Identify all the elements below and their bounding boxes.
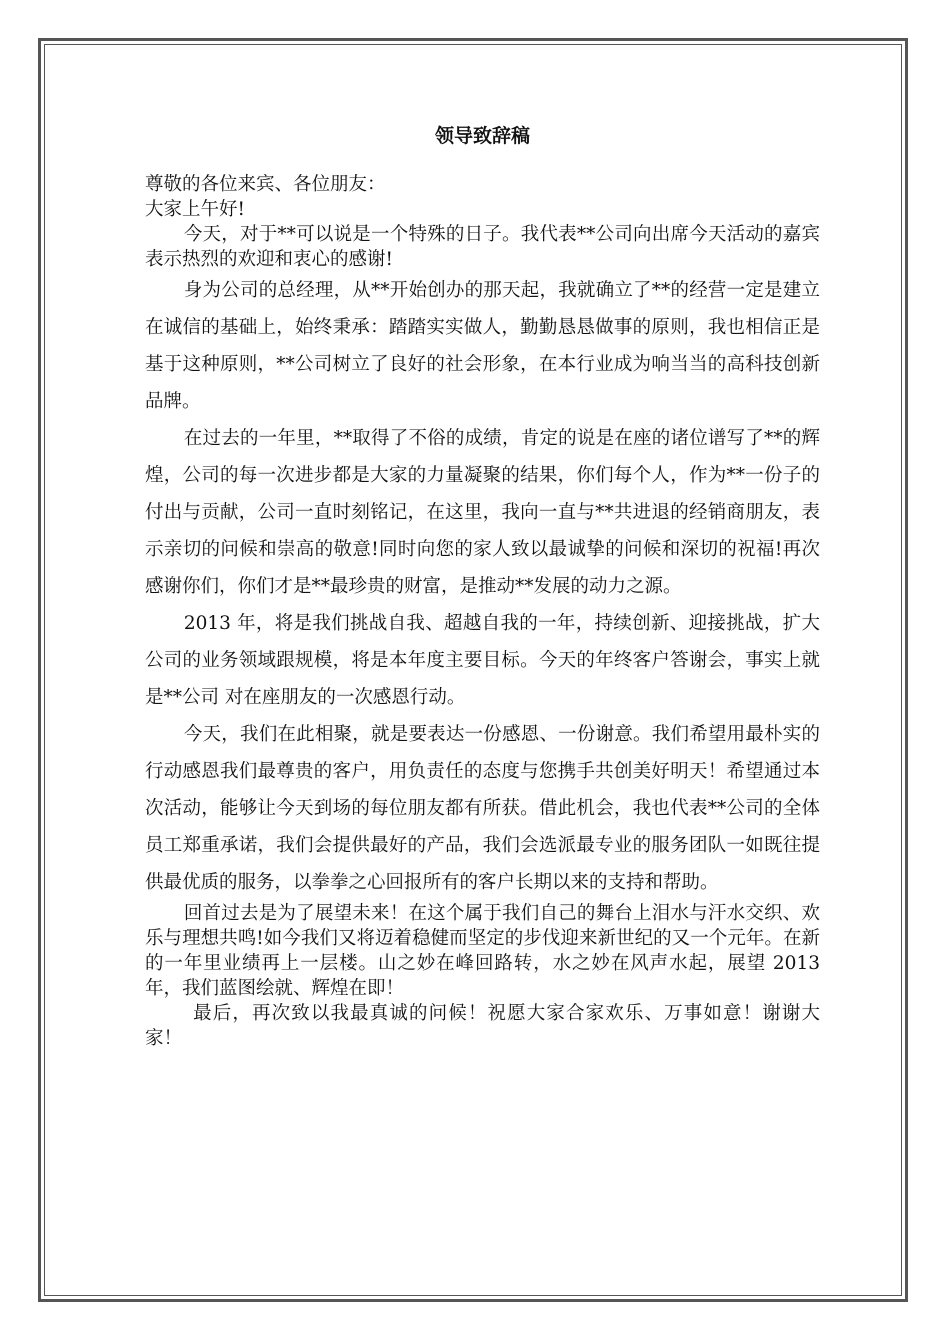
greeting: 大家上午好!	[145, 199, 245, 220]
paragraph-1: 今天，对于**可以说是一个特殊的日子。我代表**公司向出席今天活动的嘉宾表示热烈的欢迎和衷心的感谢!	[145, 224, 820, 270]
paragraph-6: 回首过去是为了展望未来！在这个属于我们自己的舞台上泪水与汗水交织、欢乐与理想共鸣!如今我们又将迈着稳健而坚定的步伐迎来新世纪的又一个元年。在新的一年里业绩再上一层楼。山之妙在峰回路转，水之妙在风声水起，展望 2013 年，我们蓝图绘就、辉煌在即！	[145, 903, 820, 999]
document-title: 领导致辞稿	[434, 125, 530, 147]
paragraph-2: 身为公司的总经理，从**开始创办的那天起，我就确立了**的经营一定是建立在诚信的基础上，始终秉承：踏踏实实做人，勤勤恳恳做事的原则，我也相信正是基于这种原则，**公司树立了良好的社会形象，在本行业成为响当当的高科技创新品牌。	[145, 280, 820, 412]
paragraph-4: 2013 年，将是我们挑战自我、超越自我的一年，持续创新、迎接挑战，扩大公司的业务领域跟规模，将是本年度主要目标。今天的年终客户答谢会，事实上就是**公司 对在座朋友的一次感恩行动。	[145, 613, 820, 708]
salutation: 尊敬的各位来宾、各位朋友：	[145, 174, 386, 195]
document-body	[145, 118, 820, 1051]
paragraph-3: 在过去的一年里，**取得了不俗的成绩，肯定的说是在座的诸位谱写了**的辉煌，公司的每一次进步都是大家的力量凝聚的结果，你们每个人，作为**一份子的付出与贡献，公司一直时刻铭记，在这里，我向一直与**共进退的经销商朋友，表示亲切的问候和崇高的敬意!同时向您的家人致以最诚挚的问候和深切的祝福!再次感谢你们，你们才是**最珍贵的财富，是推动**发展的动力之源。	[145, 428, 820, 597]
paragraph-5: 今天，我们在此相聚，就是要表达一份感恩、一份谢意。我们希望用最朴实的行动感恩我们最尊贵的客户，用负责任的态度与您携手共创美好明天！希望通过本次活动，能够让今天到场的每位朋友都有所获。借此机会，我也代表**公司的全体员工郑重承诺，我们会提供最好的产品，我们会选派最专业的服务团队一如既往提供最优质的服务，以拳拳之心回报所有的客户长期以来的支持和帮助。	[145, 724, 820, 893]
paragraph-7: 最后，再次致以我最真诚的问候！祝愿大家合家欢乐、万事如意！谢谢大家！	[145, 1003, 820, 1049]
